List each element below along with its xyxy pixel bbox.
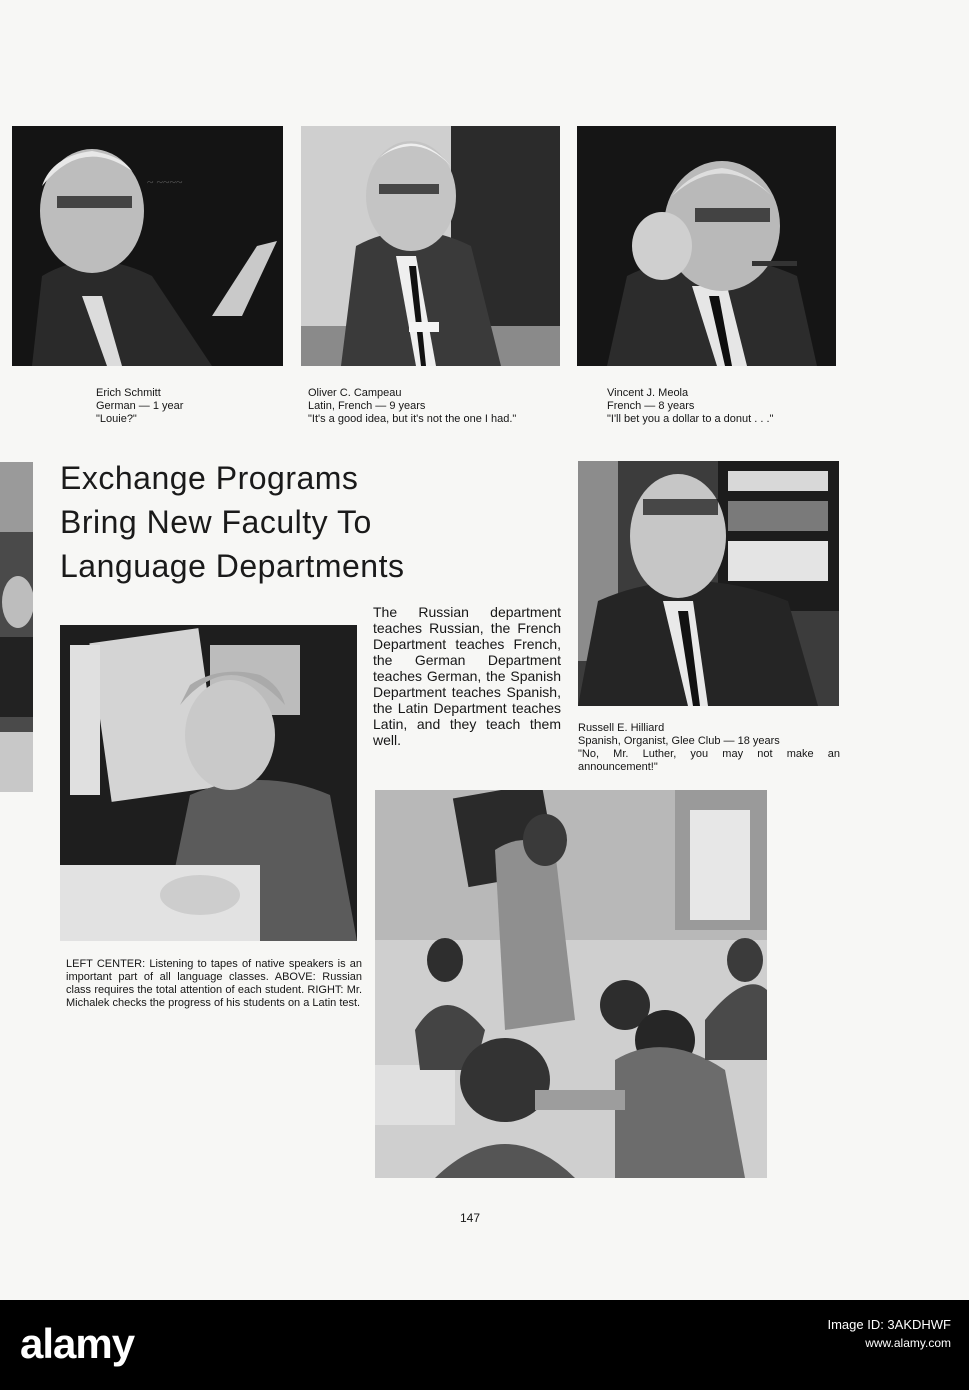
caption-oliver-campeau: [308, 387, 516, 426]
photo-erich-schmitt: [12, 126, 283, 366]
faculty-quote: "No, Mr. Luther, you may not make an announcement!": [578, 748, 840, 773]
photo-vincent-meola: [577, 126, 836, 366]
image-id: Image ID: 3AKDHWF: [827, 1317, 951, 1332]
svg-text:~ ~~~~: ~ ~~~~: [147, 175, 183, 189]
faculty-detail: Spanish, Organist, Glee Club — 18 years: [578, 735, 780, 747]
faculty-quote: "Louie?": [96, 413, 137, 425]
faculty-quote: "It's a good idea, but it's not the one I had.": [308, 413, 517, 425]
footer-meta: [827, 1316, 951, 1352]
photo-caption-block: LEFT CENTER: Listening to tapes of native speakers is an important part of all language classes. ABOVE: Russian class requires the total attention of each student. RIGHT: Mr. Michalek checks the progress of his students on a Latin test.: [66, 958, 362, 1009]
faculty-detail: Latin, French — 9 years: [308, 400, 426, 412]
faculty-quote: "I'll bet you a dollar to a donut . . .": [607, 413, 774, 425]
photo-left-edge-strip: [0, 462, 33, 792]
photo-classroom: [375, 790, 767, 1178]
watermark-footer: [0, 1300, 969, 1390]
faculty-name: Erich Schmitt: [96, 387, 161, 399]
headline-line-1: Exchange Programs: [60, 460, 359, 496]
caption-vincent-meola: [607, 387, 773, 426]
faculty-detail: German — 1 year: [96, 400, 184, 412]
caption-russell-hilliard: [578, 722, 840, 774]
caption-erich-schmitt: [96, 387, 183, 426]
page-headline: [60, 456, 404, 588]
article-body: The Russian department teaches Russian, the French Department teaches French, the German Department teaches German, the Spanish Department teaches Spanish, the Latin Department teaches Latin, and they teach them well.: [373, 604, 561, 748]
photo-russell-hilliard: [578, 461, 839, 706]
headline-line-2: Bring New Faculty To: [60, 504, 372, 540]
footer-url[interactable]: www.alamy.com: [865, 1336, 951, 1350]
page-number: 147: [460, 1211, 481, 1225]
photo-oliver-campeau: [301, 126, 560, 366]
faculty-detail: French — 8 years: [607, 400, 695, 412]
faculty-name: Vincent J. Meola: [607, 387, 689, 399]
headline-line-3: Language Departments: [60, 548, 405, 584]
brand-logo: alamy: [20, 1320, 135, 1367]
faculty-name: Russell E. Hilliard: [578, 722, 665, 734]
faculty-name: Oliver C. Campeau: [308, 387, 402, 399]
photo-student-listening: [60, 625, 357, 941]
